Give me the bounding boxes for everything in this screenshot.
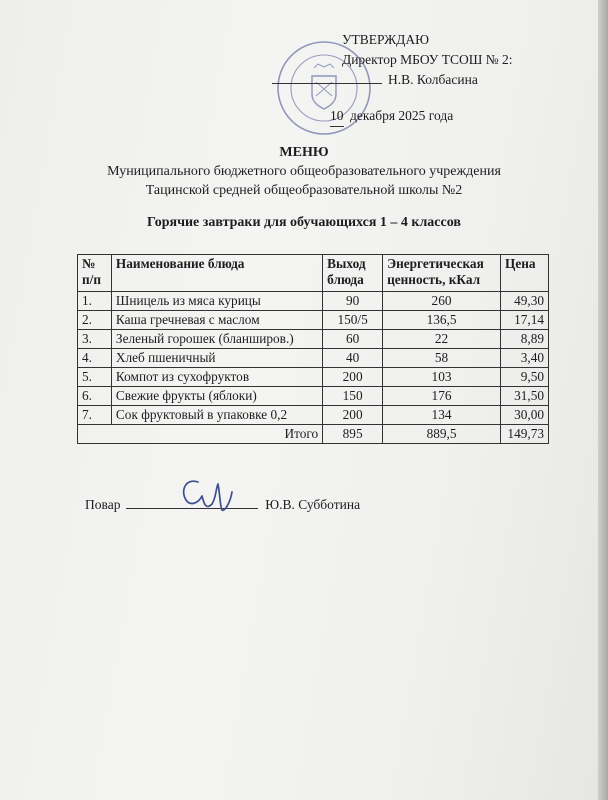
total-label: Итого xyxy=(78,425,323,444)
dish-output: 150 xyxy=(323,387,383,406)
row-number: 7. xyxy=(78,406,112,425)
dish-name: Свежие фрукты (яблоки) xyxy=(111,387,322,406)
dish-energy: 58 xyxy=(383,349,501,368)
row-number: 4. xyxy=(78,349,112,368)
dish-price: 30,00 xyxy=(500,406,548,425)
dish-price: 17,14 xyxy=(500,311,548,330)
row-number: 5. xyxy=(78,368,112,387)
dish-energy: 176 xyxy=(383,387,501,406)
row-number: 2. xyxy=(78,311,112,330)
dish-output: 40 xyxy=(323,349,383,368)
approval-date-text: декабря 2025 года xyxy=(350,108,454,123)
dish-output: 90 xyxy=(323,292,383,311)
document-subtitle: Горячие завтраки для обучающихся 1 – 4 классов xyxy=(147,215,461,230)
column-header-dish: Наименование блюда xyxy=(111,255,322,292)
dish-name: Каша гречневая с маслом xyxy=(111,311,322,330)
org-name-line-1: Муниципального бюджетного общеобразовательного учреждения xyxy=(107,164,501,179)
page-edge xyxy=(598,0,608,800)
table-row xyxy=(78,349,549,368)
dish-energy: 136,5 xyxy=(383,311,501,330)
approval-position: Директор МБОУ ТСОШ № 2: xyxy=(342,52,513,67)
dish-output: 200 xyxy=(323,406,383,425)
column-header-energy: Энергетическая ценность, кКал xyxy=(383,255,501,292)
dish-name: Хлеб пшеничный xyxy=(111,349,322,368)
row-number: 3. xyxy=(78,330,112,349)
document-title: МЕНЮ xyxy=(279,145,329,160)
dish-price: 9,50 xyxy=(500,368,548,387)
table-header-row xyxy=(78,255,549,292)
column-header-price: Цена xyxy=(500,255,548,292)
director-signature-icon xyxy=(272,71,382,84)
cook-signature-icon xyxy=(176,474,240,514)
dish-name: Компот из сухофруктов xyxy=(111,368,322,387)
document-header xyxy=(0,143,600,232)
cook-signature-block xyxy=(85,496,360,513)
column-header-output: Выход блюда xyxy=(323,255,383,292)
dish-name: Шницель из мяса курицы xyxy=(111,292,322,311)
total-price: 149,73 xyxy=(500,425,548,444)
dish-output: 150/5 xyxy=(323,311,383,330)
dish-name: Сок фруктовый в упаковке 0,2 xyxy=(111,406,322,425)
total-energy: 889,5 xyxy=(383,425,501,444)
table-total-row xyxy=(78,425,549,444)
row-number: 6. xyxy=(78,387,112,406)
menu-table xyxy=(77,254,549,444)
dish-price: 3,40 xyxy=(500,349,548,368)
dish-energy: 22 xyxy=(383,330,501,349)
table-row xyxy=(78,406,549,425)
table-row xyxy=(78,292,549,311)
dish-price: 31,50 xyxy=(500,387,548,406)
total-output: 895 xyxy=(323,425,383,444)
approval-signature-line xyxy=(272,70,512,90)
cook-signature-line xyxy=(126,496,258,509)
dish-price: 49,30 xyxy=(500,292,548,311)
approval-date xyxy=(330,106,570,127)
approval-block xyxy=(330,30,570,127)
table-row xyxy=(78,330,549,349)
dish-energy: 103 xyxy=(383,368,501,387)
approval-signer: Н.В. Колбасина xyxy=(388,72,478,87)
dish-name: Зеленый горошек (бланширов.) xyxy=(111,330,322,349)
org-name-line-2: Тацинской средней общеобразовательной школы №2 xyxy=(145,183,463,198)
table-row xyxy=(78,311,549,330)
cook-label: Повар xyxy=(85,497,121,512)
table-row xyxy=(78,368,549,387)
table-row xyxy=(78,387,549,406)
dish-energy: 260 xyxy=(383,292,501,311)
approval-day: 10 xyxy=(330,106,344,127)
row-number: 1. xyxy=(78,292,112,311)
dish-price: 8,89 xyxy=(500,330,548,349)
dish-output: 200 xyxy=(323,368,383,387)
approval-heading: УТВЕРЖДАЮ xyxy=(342,32,430,47)
dish-energy: 134 xyxy=(383,406,501,425)
cook-name: Ю.В. Субботина xyxy=(265,497,361,512)
dish-output: 60 xyxy=(323,330,383,349)
column-header-number: № п/п xyxy=(78,255,112,292)
